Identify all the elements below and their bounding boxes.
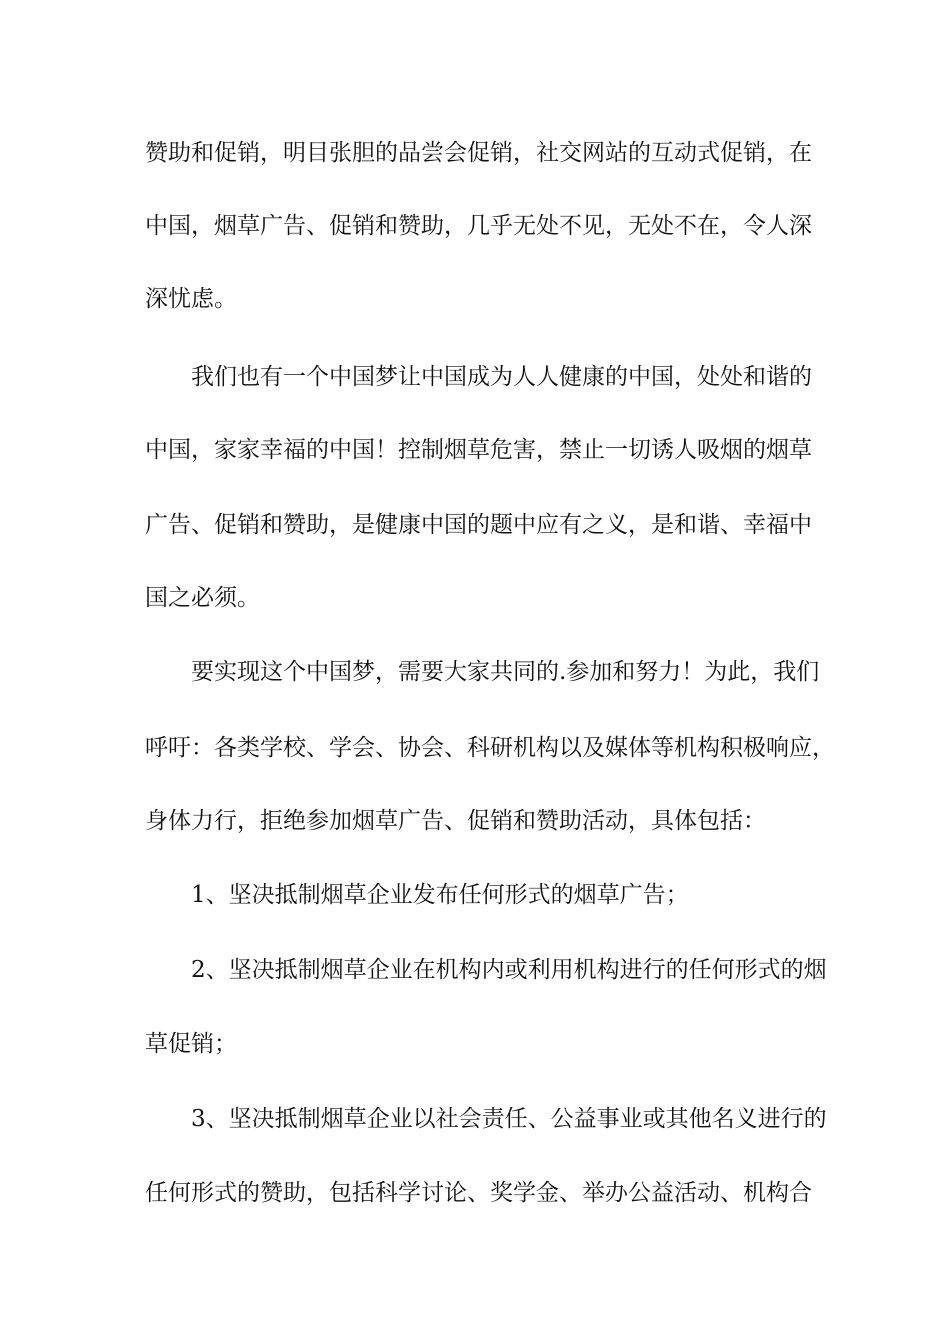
text-line-6: 广告、促销和赞助，是健康中国的题中应有之义，是和谐、幸福中 [145,512,812,538]
text-line-1: 赞助和促销，明目张胆的品尝会促销，社交网站的互动式促销，在 [145,140,812,166]
text-line-12: 2、坚决抵制烟草企业在机构内或利用机构进行的任何形式的烟 [191,957,827,983]
text-line-3: 深忧虑。 [145,286,237,312]
text-line-5: 中国，家家幸福的中国！控制烟草危害，禁止一切诱人吸烟的烟草 [145,437,812,463]
text-line-10: 身体力行，拒绝参加烟草广告、促销和赞助活动，具体包括： [145,808,766,834]
text-line-11: 1、坚决抵制烟草企业发布任何形式的烟草广告； [191,882,689,908]
text-line-14: 3、坚决抵制烟草企业以社会责任、公益事业或其他名义进行的 [191,1106,827,1132]
text-line-2: 中国，烟草广告、促销和赞助，几乎无处不见，无处不在，令人深 [145,213,812,239]
text-line-15: 任何形式的赞助，包括科学讨论、奖学金、举办公益活动、机构合 [145,1180,812,1206]
text-line-13: 草促销； [145,1031,237,1057]
text-line-4: 我们也有一个中国梦让中国成为人人健康的中国，处处和谐的 [191,364,812,390]
text-line-9: 呼吁：各类学校、学会、协会、科研机构以及媒体等机构积极响应， [145,735,835,761]
text-line-7: 国之必须。 [145,585,260,611]
text-line-8: 要实现这个中国梦，需要大家共同的.参加和努力！为此，我们 [191,659,820,685]
